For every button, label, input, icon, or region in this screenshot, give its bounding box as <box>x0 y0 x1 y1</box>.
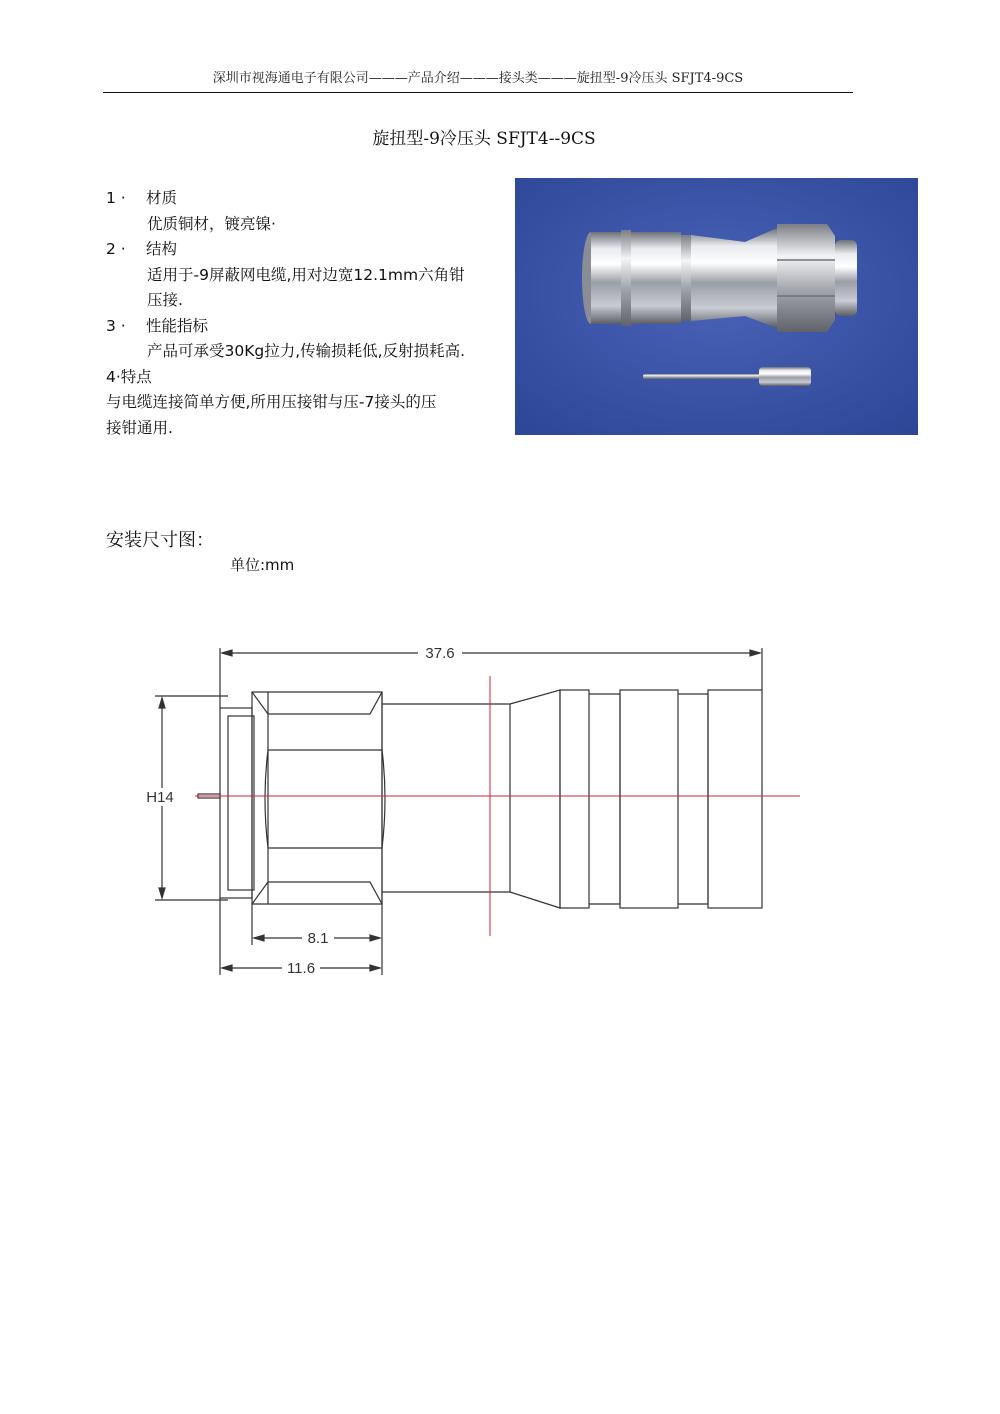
spec-line: 与电缆连接简单方便,所用压接钳与压-7接头的压 <box>106 393 437 411</box>
dim-front-length: 11.6 <box>286 960 316 977</box>
connector-outline <box>220 690 762 908</box>
document-title: 旋扭型-9冷压头 SFJT4--9CS <box>372 129 596 149</box>
spec-list <box>106 186 516 441</box>
spec-heading: 2 · 结构 <box>106 240 178 258</box>
spec-heading: 3 · 性能指标 <box>106 316 209 335</box>
header-rule <box>103 92 853 93</box>
install-drawing-title: 安装尺寸图： <box>106 530 214 551</box>
header-breadcrumb: 深圳市视海通电子有限公司———产品介绍———接头类———旋扭型-9冷压头 SFJT4-9CS <box>212 71 744 86</box>
spec-heading: 4·特点 <box>106 367 152 386</box>
center-lines <box>195 676 800 936</box>
spec-line: 优质铜材，镀亮镍· <box>147 214 276 233</box>
dim-total-length: 37.6 <box>425 645 455 662</box>
spec-line: 接钳通用. <box>106 418 173 437</box>
page-header <box>103 70 853 88</box>
spec-line: 产品可承受30Kg拉力,传输损耗低,反射损耗高. <box>147 342 466 360</box>
dimension-lines <box>159 650 760 971</box>
product-photo <box>515 178 918 435</box>
extension-lines <box>155 648 762 975</box>
connector-body-icon <box>582 224 857 332</box>
spec-line: 适用于-9屏蔽网电缆,用对边宽12.1mm六角钳 <box>147 265 465 284</box>
dim-hex-length: 8.1 <box>307 930 329 947</box>
spec-line: 压接. <box>147 291 183 309</box>
spec-heading: 1 · 材质 <box>106 189 178 207</box>
unit-label: 单位:mm <box>230 556 295 574</box>
dim-height: H14 <box>146 789 174 806</box>
dimension-drawing <box>0 600 1000 1020</box>
